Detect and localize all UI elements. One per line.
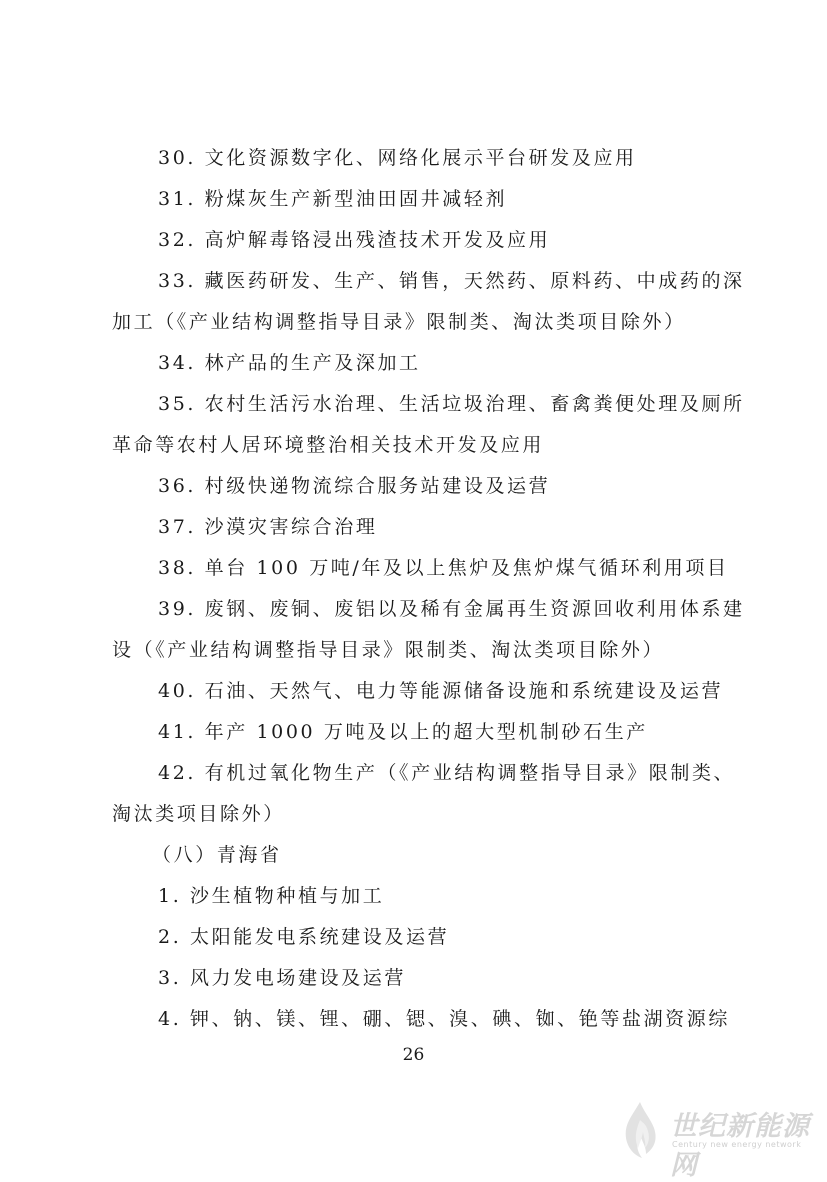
flame-logo-icon <box>612 1098 668 1162</box>
list-item-35-continuation: 革命等农村人居环境整治相关技术开发及应用 <box>112 434 545 456</box>
list-item-30: 30. 文化资源数字化、网络化展示平台研发及应用 <box>158 147 637 169</box>
qinghai-item-3: 3. 风力发电场建设及运营 <box>158 967 406 989</box>
list-item-31: 31. 粉煤灰生产新型油田固井减轻剂 <box>158 188 508 210</box>
watermark-subtitle: Century new energy network <box>672 1140 802 1149</box>
section-heading: （八）青海省 <box>152 844 282 866</box>
list-item-42-continuation: 淘汰类项目除外） <box>112 803 285 825</box>
list-item-35: 35. 农村生活污水治理、生活垃圾治理、畜禽粪便处理及厕所 <box>158 393 745 415</box>
watermark <box>612 1098 822 1181</box>
list-item-38: 38. 单台 100 万吨/年及以上焦炉及焦炉煤气循环利用项目 <box>158 557 729 579</box>
list-item-41: 41. 年产 1000 万吨及以上的超大型机制砂石生产 <box>158 721 648 743</box>
qinghai-item-1: 1. 沙生植物种植与加工 <box>158 885 385 907</box>
list-item-42: 42. 有机过氧化物生产（《产业结构调整指导目录》限制类、 <box>158 762 736 784</box>
list-item-33: 33. 藏医药研发、生产、销售，天然药、原料药、中成药的深 <box>158 270 745 292</box>
list-item-32: 32. 高炉解毒铬浸出残渣技术开发及应用 <box>158 229 551 251</box>
list-item-33-continuation: 加工（《产业结构调整指导目录》限制类、淘汰类项目除外） <box>112 311 686 333</box>
list-item-34: 34. 林产品的生产及深加工 <box>158 352 421 374</box>
list-item-36: 36. 村级快递物流综合服务站建设及运营 <box>158 475 551 497</box>
list-item-39-continuation: 设（《产业结构调整指导目录》限制类、淘汰类项目除外） <box>112 639 665 661</box>
watermark-title: 世纪新能源网 <box>670 1111 810 1181</box>
qinghai-item-4: 4. 钾、钠、镁、锂、硼、锶、溴、碘、铷、铯等盐湖资源综 <box>158 1008 730 1030</box>
list-item-40: 40. 石油、天然气、电力等能源储备设施和系统建设及运营 <box>158 680 724 702</box>
list-item-37: 37. 沙漠灾害综合治理 <box>158 516 378 538</box>
list-item-39: 39. 废钢、废铜、废铝以及稀有金属再生资源回收利用体系建 <box>158 598 745 620</box>
qinghai-item-2: 2. 太阳能发电系统建设及运营 <box>158 926 450 948</box>
page-number: 26 <box>402 1045 425 1065</box>
